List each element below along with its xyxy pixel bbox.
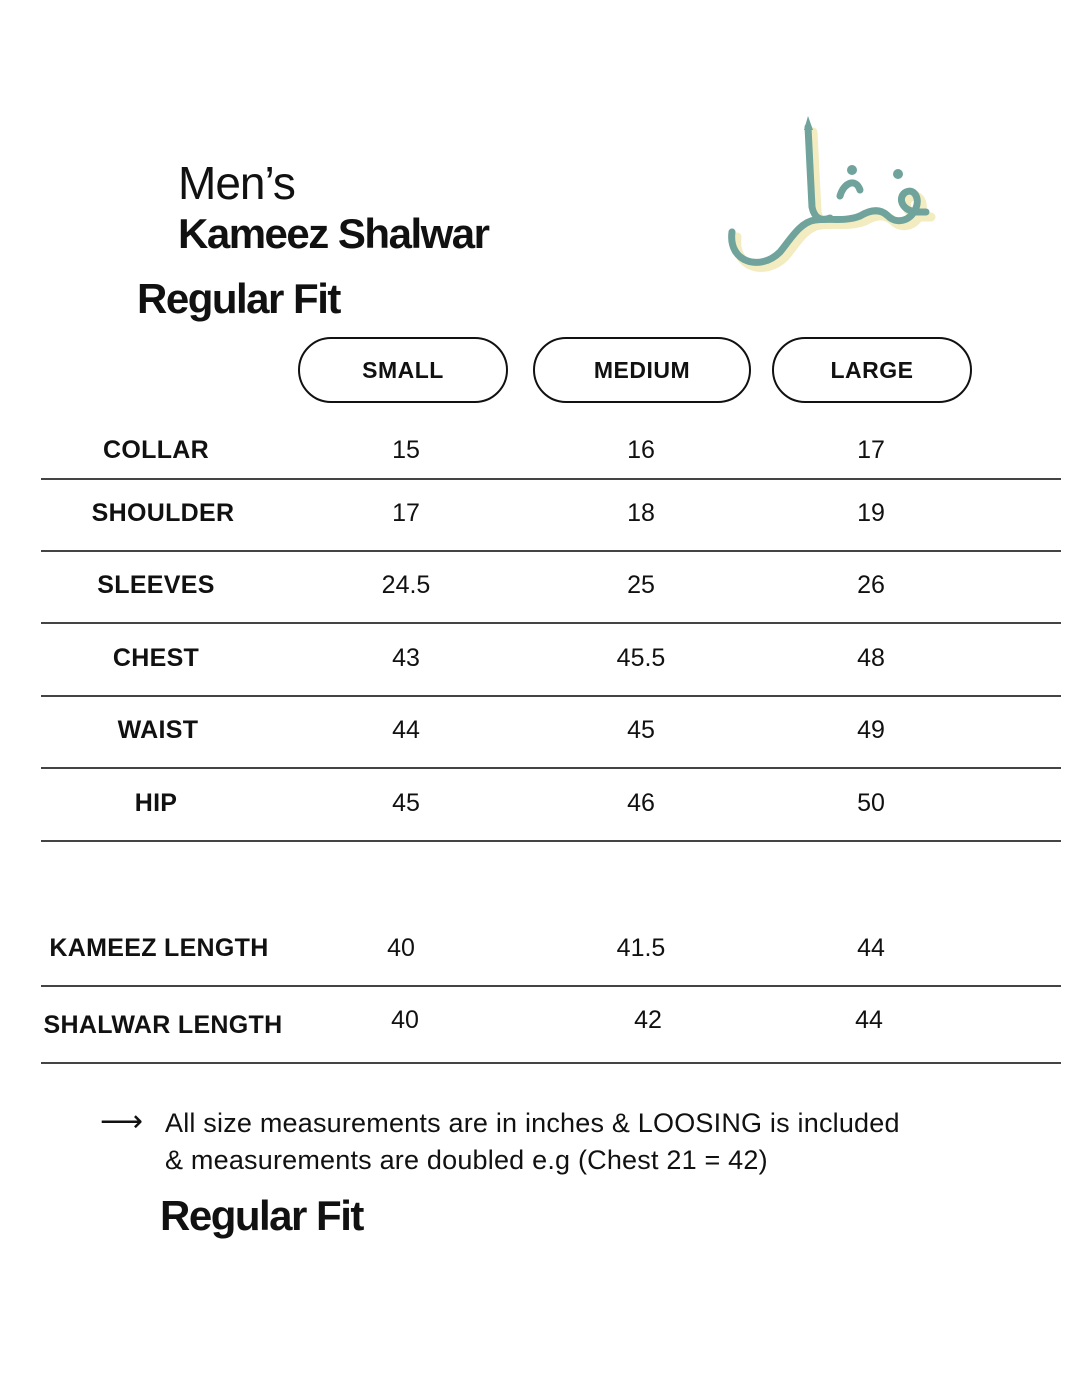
brand-logo — [720, 112, 950, 287]
row-label-shalwar-length: SHALWAR LENGTH — [43, 1011, 283, 1039]
value-large: 17 — [857, 436, 885, 464]
row-divider — [41, 840, 1061, 842]
value-small: 40 — [391, 1006, 419, 1034]
measurement-note — [165, 1105, 900, 1179]
size-small-pill: SMALL — [298, 337, 508, 403]
value-medium: 16 — [627, 436, 655, 464]
value-medium: 46 — [627, 789, 655, 817]
note-line-2: & measurements are doubled e.g (Chest 21 = 42) — [165, 1145, 768, 1175]
value-large: 44 — [855, 1006, 883, 1034]
row-divider — [41, 550, 1061, 552]
row-divider — [41, 478, 1061, 480]
value-large: 26 — [857, 571, 885, 599]
row-divider — [41, 622, 1061, 624]
size-medium-pill: MEDIUM — [533, 337, 751, 403]
value-medium: 45 — [627, 716, 655, 744]
row-divider — [41, 695, 1061, 697]
value-large: 19 — [857, 499, 885, 527]
note-line-1: All size measurements are in inches & LOOSING is included — [165, 1108, 900, 1138]
row-label-waist: WAIST — [117, 716, 199, 744]
fit-footer: Regular Fit — [160, 1192, 363, 1239]
value-small: 45 — [392, 789, 420, 817]
value-medium: 18 — [627, 499, 655, 527]
value-large: 44 — [857, 934, 885, 962]
fit-heading: Regular Fit — [137, 275, 340, 322]
value-small: 43 — [392, 644, 420, 672]
row-label-kameez-length: KAMEEZ LENGTH — [49, 934, 269, 962]
row-divider — [41, 1062, 1061, 1064]
value-small: 44 — [392, 716, 420, 744]
value-medium: 41.5 — [616, 934, 666, 962]
value-small: 15 — [392, 436, 420, 464]
title-mens: Men’s — [178, 157, 295, 209]
arrow-right-icon: ⟶ — [100, 1105, 144, 1138]
value-small: 40 — [387, 934, 415, 962]
row-divider — [41, 767, 1061, 769]
row-label-shoulder: SHOULDER — [91, 499, 235, 527]
row-label-hip: HIP — [134, 789, 178, 817]
value-medium: 42 — [634, 1006, 662, 1034]
value-large: 48 — [857, 644, 885, 672]
row-label-collar: COLLAR — [103, 436, 209, 464]
row-divider — [41, 985, 1061, 987]
value-medium: 25 — [627, 571, 655, 599]
value-large: 49 — [857, 716, 885, 744]
value-small: 17 — [392, 499, 420, 527]
value-large: 50 — [857, 789, 885, 817]
value-medium: 45.5 — [616, 644, 666, 672]
row-label-sleeves: SLEEVES — [97, 571, 215, 599]
title-product: Kameez Shalwar — [178, 210, 489, 257]
row-label-chest: CHEST — [112, 644, 200, 672]
value-small: 24.5 — [381, 571, 431, 599]
size-large-pill: LARGE — [772, 337, 972, 403]
